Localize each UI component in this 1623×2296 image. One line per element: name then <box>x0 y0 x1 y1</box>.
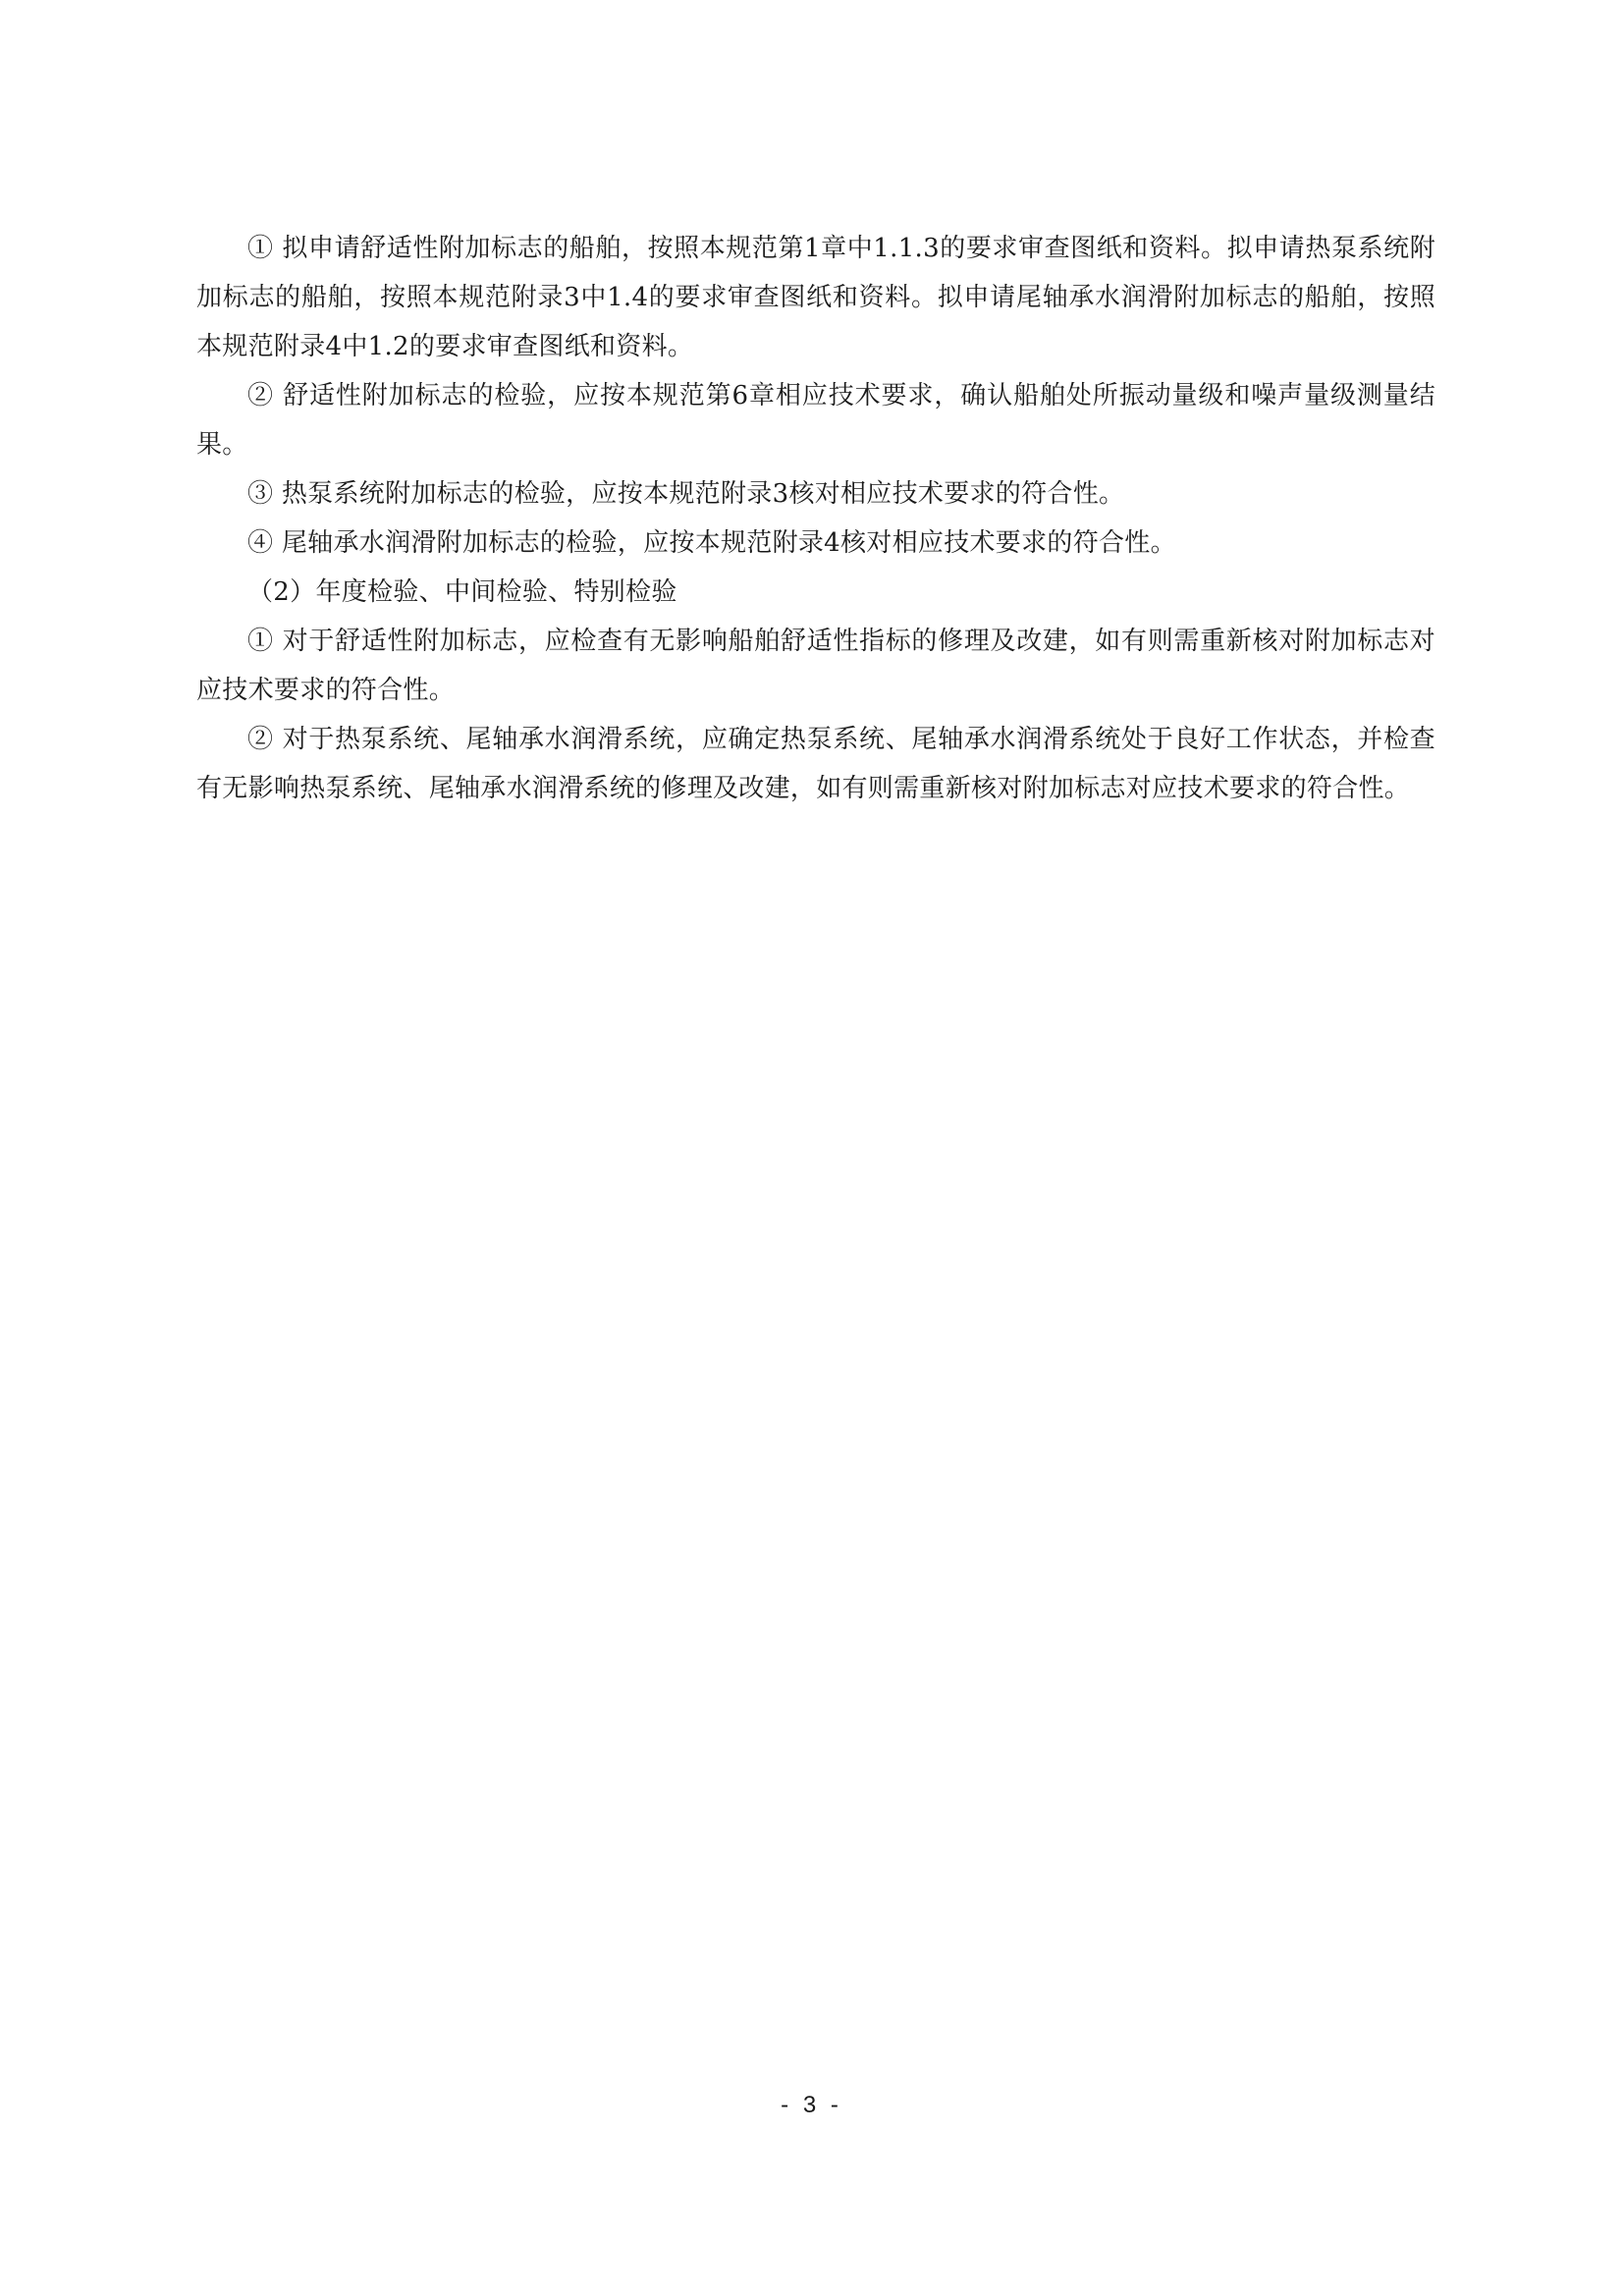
section-heading-periodic-surveys: （2）年度检验、中间检验、特别检验 <box>247 577 677 607</box>
paragraph-stern-bearing-survey: ④ 尾轴承水润滑附加标志的检验，应按本规范附录4核对相应技术要求的符合性。 <box>247 528 1176 558</box>
body-text <box>196 224 1435 813</box>
paragraph-comfort-survey: ② 舒适性附加标志的检验，应按本规范第6章相应技术要求，确认船舶处所振动量级和噪声量级测量结果。 <box>196 381 1435 460</box>
paragraph-review-drawings: ① 拟申请舒适性附加标志的船舶，按照本规范第1章中1.1.3的要求审查图纸和资料。拟申请热泵系统附加标志的船舶，按照本规范附录3中1.4的要求审查图纸和资料。拟申请尾轴承水润滑附加标志的船舶，按照本规范附录4中1.2的要求审查图纸和资料。 <box>196 234 1435 361</box>
paragraph-systems-periodic: ② 对于热泵系统、尾轴承水润滑系统，应确定热泵系统、尾轴承水润滑系统处于良好工作状态，并检查有无影响热泵系统、尾轴承水润滑系统的修理及改建，如有则需重新核对附加标志对应技术要求的符合性。 <box>196 725 1435 803</box>
paragraph-comfort-periodic: ① 对于舒适性附加标志，应检查有无影响船舶舒适性指标的修理及改建，如有则需重新核对附加标志对应技术要求的符合性。 <box>196 627 1435 705</box>
page-number: - 3 - <box>781 2092 842 2118</box>
paragraph-heat-pump-survey: ③ 热泵系统附加标志的检验，应按本规范附录3核对相应技术要求的符合性。 <box>247 479 1125 509</box>
